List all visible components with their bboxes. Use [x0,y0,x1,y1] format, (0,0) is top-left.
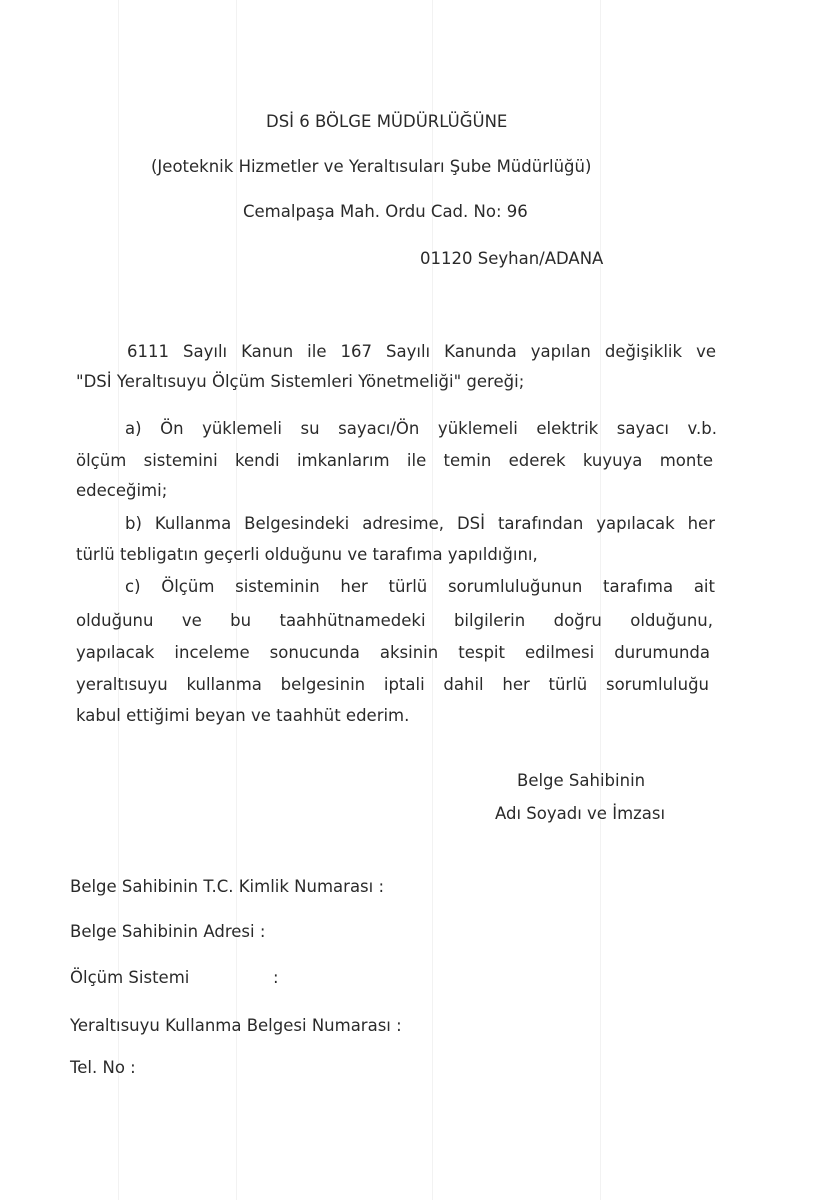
scan-streak [600,0,601,1200]
intro-line-2: "DSİ Yeraltısuyu Ölçüm Sistemleri Yönetmeliği" gereği; [76,372,525,391]
phone-field-label: Tel. No : [70,1058,136,1077]
recipient-title: DSİ 6 BÖLGE MÜDÜRLÜĞÜNE [266,112,508,131]
item-a-line-3: edeceğimi; [76,481,168,500]
item-c-line-2: olduğunu ve bu taahhütnamedeki bilgilerin doğru olduğunu, [76,611,713,630]
tc-id-field-label: Belge Sahibinin T.C. Kimlik Numarası : [70,877,385,896]
intro-line-1: 6111 Sayılı Kanun ile 167 Sayılı Kanunda yapılan değişiklik ve [127,342,716,361]
signature-name-label: Adı Soyadı ve İmzası [495,804,666,823]
measurement-system-field-label: Ölçüm Sistemi [70,968,190,987]
item-b-line-2: türlü tebligatın geçerli olduğunu ve tarafıma yapıldığını, [76,545,538,564]
measurement-system-colon: : [273,968,279,987]
item-c-line-1: c) Ölçüm sisteminin her türlü sorumluluğunun tarafıma ait [125,577,715,596]
item-a-line-2: ölçüm sistemini kendi imkanlarım ile temin ederek kuyuya monte [76,451,713,470]
recipient-department: (Jeoteknik Hizmetler ve Yeraltısuları Şube Müdürlüğü) [151,157,592,176]
recipient-street: Cemalpaşa Mah. Ordu Cad. No: 96 [243,202,528,221]
signature-owner-label: Belge Sahibinin [517,771,646,790]
recipient-city: 01120 Seyhan/ADANA [420,249,604,268]
item-c-line-5: kabul ettiğimi beyan ve taahhüt ederim. [76,706,410,725]
license-number-field-label: Yeraltısuyu Kullanma Belgesi Numarası : [70,1016,402,1035]
item-c-line-3: yapılacak inceleme sonucunda aksinin tespit edilmesi durumunda [76,643,710,662]
item-a-line-1: a) Ön yüklemeli su sayacı/Ön yüklemeli elektrik sayacı v.b. [125,419,717,438]
scan-streak [432,0,433,1200]
item-c-line-4: yeraltısuyu kullanma belgesinin iptali dahil her türlü sorumluluğu [76,675,709,694]
item-b-line-1: b) Kullanma Belgesindeki adresime, DSİ tarafından yapılacak her [125,514,715,533]
address-field-label: Belge Sahibinin Adresi : [70,922,266,941]
